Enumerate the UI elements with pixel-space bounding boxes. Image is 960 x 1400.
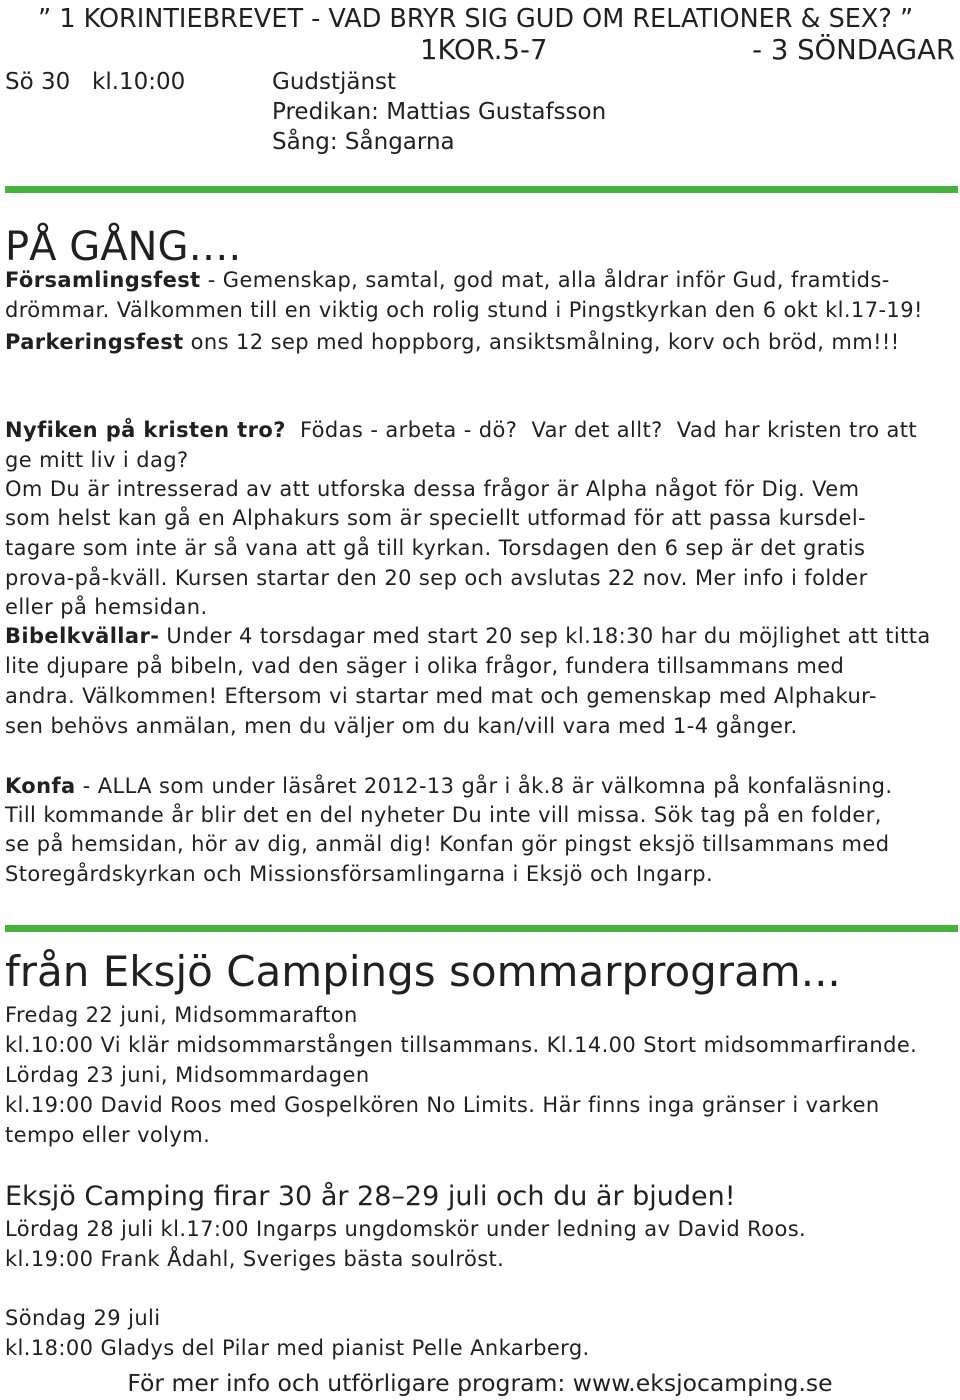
service-name: Gudstjänst — [272, 69, 397, 95]
camping-heading: från Eksjö Campings sommarprogram... — [5, 947, 841, 996]
alpha-line: ge mitt liv i dag? — [5, 448, 189, 472]
parkeringsfest-text: ons 12 sep med hoppborg, ansiktsmålning, korv och bröd, mm!!! — [183, 330, 900, 354]
jubileum-heading: Eksjö Camping firar 30 år 28–29 juli och du är bjuden! — [5, 1181, 736, 1212]
section-divider — [5, 925, 958, 932]
bibelkvallar-label: Bibelkvällar- — [5, 624, 160, 648]
bibelkvallar-line: lite djupare på bibeln, vad den säger i olika frågor, fundera tillsammans med — [5, 654, 845, 678]
konfa-line: Storegårdskyrkan och Missionsförsamlingarna i Eksjö och Ingarp. — [5, 862, 714, 886]
parkeringsfest-line — [5, 327, 900, 357]
jubileum-sunday-line: Söndag 29 juli — [5, 1306, 161, 1330]
jubileum-saturday-line: kl.19:00 Frank Ådahl, Sveriges bästa soulröst. — [5, 1247, 505, 1271]
midsommar-line: kl.19:00 David Roos med Gospelkören No Limits. Här finns inga gränser i varken — [5, 1093, 880, 1117]
service-day: Sö 30 — [5, 69, 71, 95]
camping-footer — [0, 1367, 960, 1399]
series-duration: - 3 SÖNDAGAR — [752, 34, 955, 66]
alpha-line: tagare som inte är så vana att gå till kyrkan. Torsdagen den 6 sep är det gratis — [5, 536, 866, 560]
service-sermon: Predikan: Mattias Gustafsson — [272, 99, 607, 125]
parkeringsfest-label: Parkeringsfest — [5, 330, 184, 354]
alpha-line: Om Du är intresserad av att utforska dessa frågor är Alpha något för Dig. Vem — [5, 477, 860, 501]
forsamlingsfest-line — [5, 265, 890, 295]
alpha-label: Nyfiken på kristen tro? — [5, 418, 286, 442]
scripture-reference: 1KOR.5-7 — [420, 34, 548, 66]
alpha-line — [5, 415, 917, 445]
camping-website-link[interactable]: www.eksjocamping.se — [572, 1369, 833, 1397]
konfa-line: se på hemsidan, hör av dig, anmäl dig! Konfan gör pingst eksjö tillsammans med — [5, 832, 890, 856]
footer-label: För mer info och utförligare program: — [127, 1369, 573, 1397]
forsamlingsfest-label: Församlingsfest — [5, 268, 201, 292]
konfa-line — [5, 771, 893, 801]
alpha-line: eller på hemsidan. — [5, 595, 208, 619]
series-title: ” 1 KORINTIEBREVET - VAD BRYR SIG GUD OM RELATIONER & SEX? ” — [38, 4, 914, 34]
section-divider — [5, 186, 958, 193]
midsommar-line: Lördag 23 juni, Midsommardagen — [5, 1063, 370, 1087]
forsamlingsfest-line: drömmar. Välkommen till en viktig och rolig stund i Pingstkyrkan den 6 okt kl.17-19! — [5, 298, 923, 322]
pa-gang-heading: PÅ GÅNG…. — [5, 224, 242, 270]
service-time: kl.10:00 — [92, 69, 186, 95]
midsommar-line: kl.10:00 Vi klär midsommarstången tillsammans. Kl.14.00 Stort midsommarfirande. — [5, 1033, 918, 1057]
jubileum-sunday-line: kl.18:00 Gladys del Pilar med pianist Pelle Ankarberg. — [5, 1336, 590, 1360]
konfa-label: Konfa — [5, 774, 76, 798]
jubileum-saturday-line: Lördag 28 juli kl.17:00 Ingarps ungdomskör under ledning av David Roos. — [5, 1217, 807, 1241]
bibelkvallar-line: andra. Välkommen! Eftersom vi startar med mat och gemenskap med Alphakur- — [5, 684, 877, 708]
alpha-text: Födas - arbeta - dö? Var det allt? Vad har kristen tro att — [285, 418, 918, 442]
konfa-text: - ALLA som under läsåret 2012-13 går i åk.8 är välkomna på konfaläsning. — [75, 774, 893, 798]
konfa-line: Till kommande år blir det en del nyheter Du inte vill missa. Sök tag på en folder, — [5, 803, 882, 827]
alpha-line: som helst kan gå en Alphakurs som är speciellt utformad för att passa kursdel- — [5, 506, 867, 530]
bibelkvallar-line — [5, 621, 931, 651]
midsommar-line: Fredag 22 juni, Midsommarafton — [5, 1003, 358, 1027]
forsamlingsfest-text: - Gemenskap, samtal, god mat, alla åldrar inför Gud, framtids- — [200, 268, 890, 292]
service-song: Sång: Sångarna — [272, 129, 455, 155]
bibelkvallar-text: Under 4 torsdagar med start 20 sep kl.18:30 har du möjlighet att titta — [159, 624, 931, 648]
midsommar-line: tempo eller volym. — [5, 1123, 211, 1147]
bibelkvallar-line: sen behövs anmälan, men du väljer om du kan/vill vara med 1-4 gånger. — [5, 714, 798, 738]
alpha-line: prova-på-kväll. Kursen startar den 20 sep och avslutas 22 nov. Mer info i folder — [5, 566, 868, 590]
